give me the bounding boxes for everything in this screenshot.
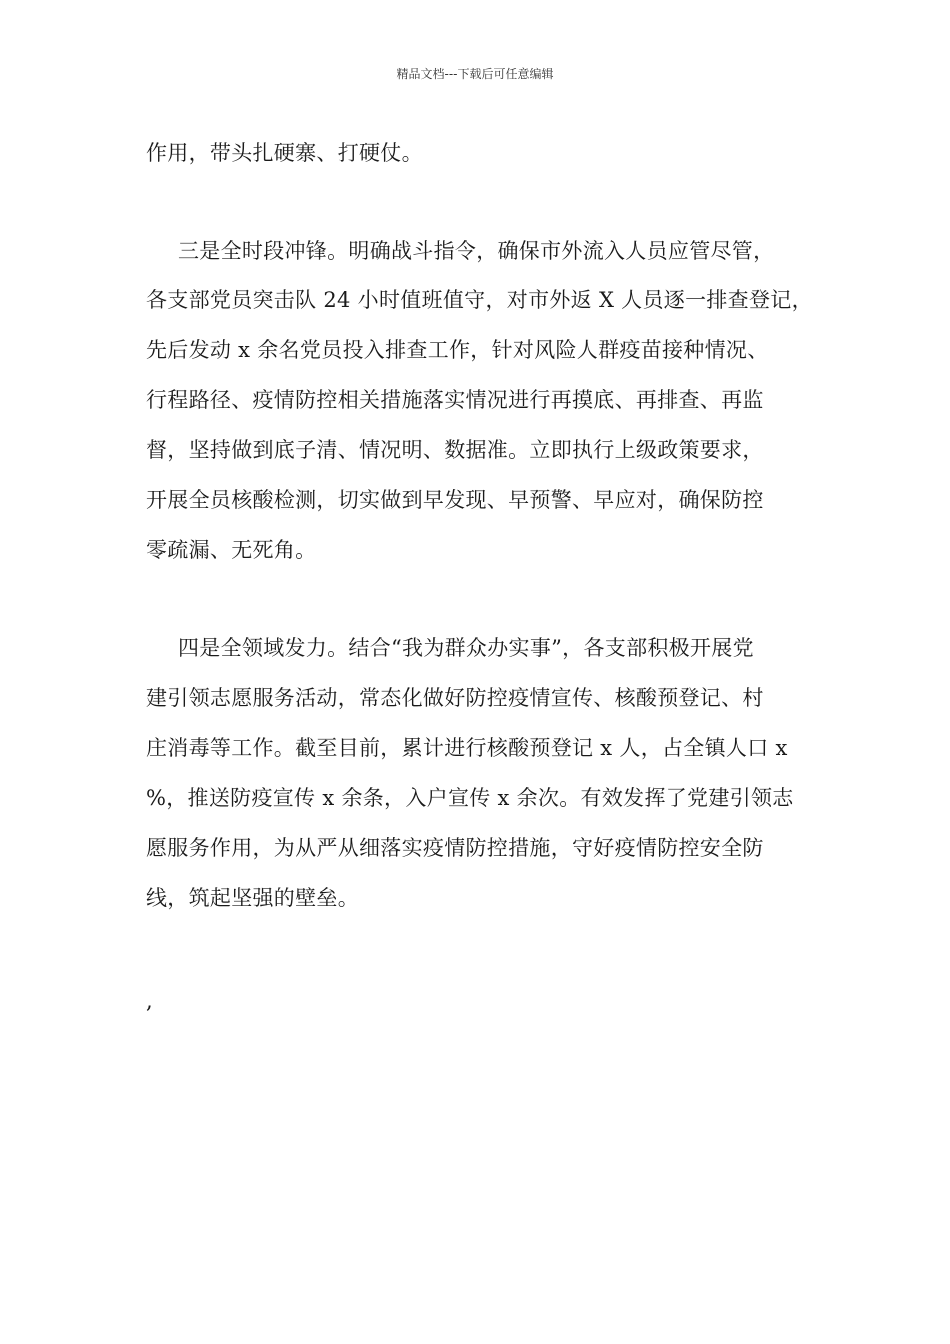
paragraph-3-line-4: %，推送防疫宣传 x 余条，入户宣传 x 余次。有效发挥了党建引领志: [146, 786, 794, 810]
paragraph-2-line-4: 行程路径、疫情防控相关措施落实情况进行再摸底、再排查、再监: [146, 388, 764, 412]
paragraph-2-line-5: 督，坚持做到底子清、情况明、数据准。立即执行上级政策要求，: [146, 438, 764, 462]
paragraph-3-line-6: 线，筑起坚强的壁垒。: [146, 886, 359, 910]
paragraph-3-line-1: 四是全领域发力。结合“我为群众办实事”，各支部积极开展党: [178, 636, 754, 660]
paragraph-1-line-1: 作用，带头扎硬寨、打硬仗。: [146, 141, 423, 165]
paragraph-3-line-5: 愿服务作用，为从严从细落实疫情防控措施，守好疫情防控安全防: [146, 836, 764, 860]
paragraph-2-line-1: 三是全时段冲锋。明确战斗指令，确保市外流入人员应管尽管，: [178, 239, 775, 263]
paragraph-2-line-3: 先后发动 x 余名党员投入排查工作，针对风险人群疫苗接种情况、: [146, 338, 769, 362]
paragraph-3-line-3: 庄消毒等工作。截至目前，累计进行核酸预登记 x 人，占全镇人口 x: [146, 736, 788, 760]
trailing-comma: ,: [146, 989, 153, 1013]
paragraph-2-line-6: 开展全员核酸检测，切实做到早发现、早预警、早应对，确保防控: [146, 488, 764, 512]
paragraph-2-line-2: 各支部党员突击队 24 小时值班值守，对市外返 X 人员逐一排查登记，: [146, 288, 813, 312]
page-header: 精品文档---下载后可任意编辑: [396, 67, 554, 81]
paragraph-2-line-7: 零疏漏、无死角。: [146, 538, 317, 562]
paragraph-3-line-2: 建引领志愿服务活动，常态化做好防控疫情宣传、核酸预登记、村: [146, 686, 764, 710]
